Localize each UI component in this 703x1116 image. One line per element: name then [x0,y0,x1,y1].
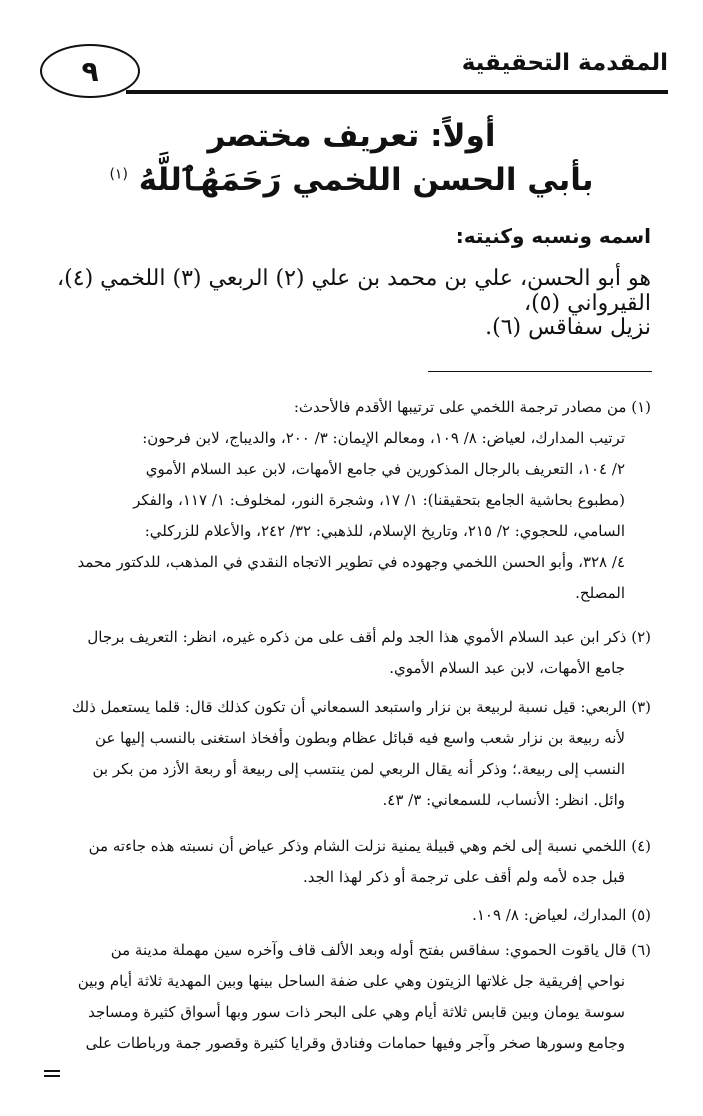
footnote-line: (١) من مصادر ترجمة اللخمي على ترتيبها الأقدم فالأحدث: [293,398,651,416]
chapter-title-text: بأبي الحسن اللخمي رَحَمَهُٱللَّهُ [138,162,594,198]
footnote-line: نواحي إفريقية جل غلاتها الزيتون وهي على ضفة الساحل بينها وبين المهدية ثلاثة أيام وبين [77,972,625,990]
intro-line-2: نزيل سفاقس (٦). [485,315,651,340]
footnote-line: (٥) المدارك، لعياض: ٨/ ١٠٩. [472,906,651,924]
footnote-line: لأنه ربيعة بن نزار شعب واسع فيه قبائل عظام وبطون وأفخاذ استغنى بالنسب إليها عن [95,729,625,747]
footnote-line: قبل جده لأمه ولم أقف على ترجمة أو ذكر لهذا الجد. [303,868,625,886]
footnote-line: السامي، للحجوي: ٢/ ٢١٥، وتاريخ الإسلام، للذهبي: ٣٢/ ٢٤٢، والأعلام للزركلي: [144,522,625,540]
intro-line-1: هو أبو الحسن، علي بن محمد بن علي (٢) الربعي (٣) اللخمي (٤)، القيرواني (٥)، [57,266,651,316]
footnote-line: (٣) الربعي: قيل نسبة لربيعة بن نزار واستبعد السمعاني أن تكون كذلك قال: قلما يستعمل ذلك [71,698,651,716]
footnote-line: وائل. انظر: الأنساب، للسمعاني: ٣/ ٤٣. [382,791,625,809]
footnote-line: المصلح. [575,584,625,602]
footnote-line: ترتيب المدارك، لعياض: ٨/ ١٠٩، ومعالم الإيمان: ٣/ ٢٠٠، والديباج، لابن فرحون: [142,429,625,447]
footnote-line: سوسة يومان وبين قابس ثلاثة أيام وهي على البحر ذات سور وبها أسواق كثيرة ومساجد [88,1003,625,1021]
footnote-line: ٢/ ١٠٤، التعريف بالرجال المذكورين في جامع الأمهات، لابن عبد السلام الأموي [145,460,625,478]
footnote-separator [428,371,652,372]
section-heading: اسمه ونسبه وكنيته: [455,224,651,248]
footnote-line: (مطبوع بحاشية الجامع بتحقيقنا): ١/ ١٧، وشجرة النور، لمخلوف: ١/ ١١٧، والفكر [133,491,625,509]
footnote-line: (٢) ذكر ابن عبد السلام الأموي هذا الجد ولم أقف على من ذكره غيره، انظر: التعريف برجال [87,628,651,646]
page-number: ٩ [40,44,140,98]
footnote-line: جامع الأمهات، لابن عبد السلام الأموي. [389,659,625,677]
footnote-line: وجامع وسورها صخر وآجر وفيها حمامات وفنادق وقرايا كثيرة وقصور جمة ورباطات على [85,1034,625,1052]
title-footnote-ref: (١) [109,166,128,183]
header-rule [126,90,668,94]
footnote-line: النسب إلى ربيعة.؛ وذكر أنه يقال الربعي لمن ينتسب إلى ربيعة أو ربعة الأزد من بكر بن [92,760,625,778]
header-title: المقدمة التحقيقية [461,50,668,76]
chapter-title-line-2 [60,162,643,198]
footnote-line: (٦) قال ياقوت الحموي: سفاقس بفتح أوله وبعد الألف قاف وآخره سين مهملة مدينة من [110,941,651,959]
chapter-title-line-1: أولاً: تعريف مختصر [207,118,496,154]
footnote-line: (٤) اللخمي نسبة إلى لخم وهي قبيلة يمنية نزلت الشام وذكر عياض أن نسبته هذه جاءته من [88,837,651,855]
footnote-line: ٤/ ٣٢٨، وأبو الحسن اللخمي وجهوده في تطوير الاتجاه النقدي في المذهب، للدكتور محمد [77,553,625,571]
running-header [40,44,668,98]
continuation-mark [44,1070,60,1077]
